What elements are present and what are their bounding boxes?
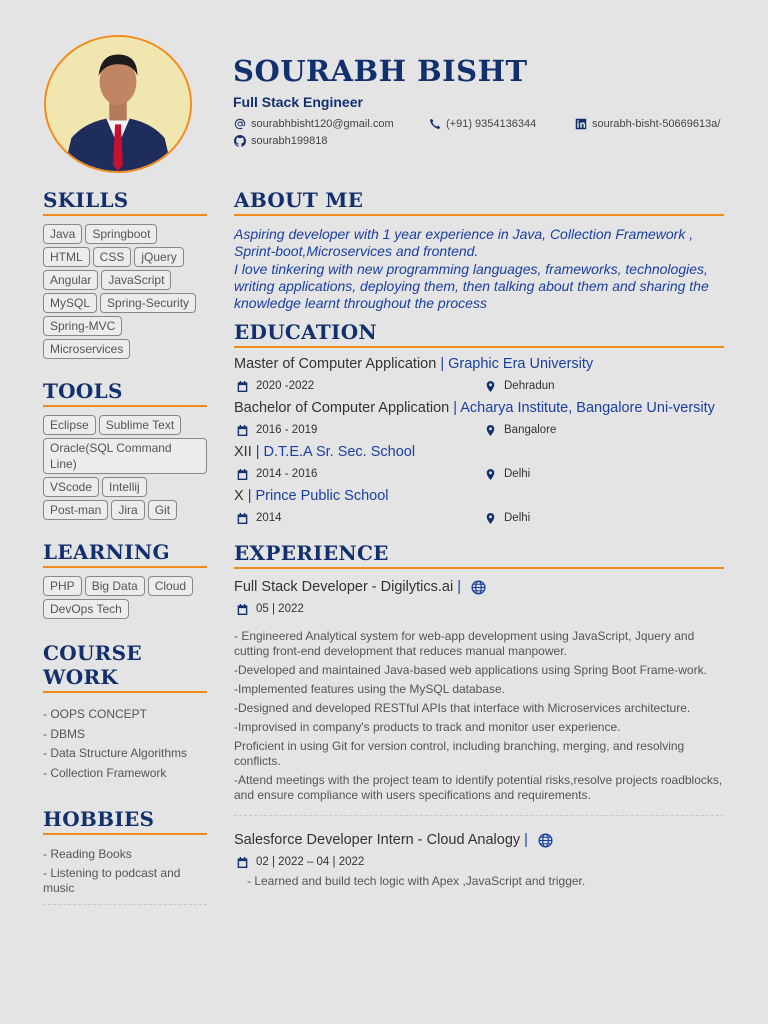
job-title: Salesforce Developer Intern - Cloud Analogy [234,832,521,849]
calendar-icon [237,857,248,868]
skill-chip: Sublime Text [99,415,181,435]
profile-photo [44,35,192,173]
list-item: - DBMS [43,726,85,741]
skill-chip: Intellij [102,477,147,497]
skill-chip: Jira [111,500,144,520]
experience-bullet: Proficient in using Git for version control, including branching, merging, and resolving conflicts. [234,739,685,769]
job-title-line [234,579,724,595]
location-pin-icon [485,425,496,436]
experience-bullet: -Designed and developed RESTful APIs that interface with Microservices architecture. [234,701,691,716]
education-title-line [234,488,724,505]
education-title-line [234,356,724,373]
education-title-line [234,400,724,417]
education-meta [234,380,724,392]
left-column [43,188,207,905]
hobbies-section [43,807,207,905]
skill-chip: MySQL [43,293,97,313]
school: | Graphic Era University [440,356,594,373]
education-dates: 2016 - 2019 [256,424,318,437]
education-title: EDUCATION [234,320,724,348]
skill-chip: Spring-Security [100,293,196,313]
education-section [234,320,724,524]
skill-chip: Springboot [85,224,157,244]
divider [234,815,724,816]
calendar-icon [237,381,248,392]
skill-chip: CSS [93,247,132,267]
job-role: Full Stack Engineer [233,94,363,110]
experience-section [234,541,724,889]
right-column [234,188,724,893]
skill-chip: JavaScript [101,270,171,290]
learning-section [43,540,207,619]
job-bullets [234,629,724,803]
skill-chip: Java [43,224,82,244]
list-item: - Reading Books [43,847,132,861]
education-meta [234,424,724,436]
school: | Acharya Institute, Bangalore Uni-versity [453,400,715,417]
learning-chips [43,576,207,619]
degree: Bachelor of Computer Application [234,400,450,417]
education-dates: 2020 -2022 [256,380,315,393]
skill-chip: Big Data [85,576,145,596]
github-icon [234,135,246,147]
job-date-row [234,856,724,868]
job-title-separator: | [524,832,528,849]
linkedin-text: sourabh-bisht-50669613a/ [592,118,721,130]
experience-bullet: -Improvised in company's products to track and monitor user experience. [234,720,621,735]
education-location: Delhi [504,512,531,525]
education-location: Delhi [504,468,531,481]
experience-list [234,579,724,889]
skill-chip: DevOps Tech [43,599,129,619]
coursework-title: COURSE WORK [43,641,207,693]
globe-icon[interactable] [538,833,553,848]
linkedin-icon [575,118,587,130]
school: | Prince Public School [247,488,389,505]
skills-section [43,188,207,359]
experience-bullet: -Attend meetings with the project team to identify potential risks,resolve projects roadblocks, and ensure compliance with users specifications and requirements. [234,773,723,803]
skills-title: SKILLS [43,188,207,216]
about-text [234,226,724,312]
skill-chip: Eclipse [43,415,96,435]
school: | D.T.E.A Sr. Sec. School [255,444,416,461]
job-date: 05 | 2022 [256,603,304,616]
person-portrait-icon [46,37,190,171]
skill-chip: jQuery [134,247,183,267]
phone-text: (+91) 9354136344 [446,118,537,130]
learning-title: LEARNING [43,540,207,568]
education-meta [234,512,724,524]
skill-chip: Spring-MVC [43,316,122,336]
degree: Master of Computer Application [234,356,437,373]
list-item: - Collection Framework [43,765,167,780]
tools-section [43,379,207,520]
degree: XII [234,444,252,461]
job-date: 02 | 2022 – 04 | 2022 [256,856,365,869]
experience-bullet: - Learned and build tech logic with Apex ,JavaScript and trigger. [247,874,586,889]
skill-chip: Cloud [148,576,193,596]
linkedin-contact[interactable] [575,118,720,130]
tools-title: TOOLS [43,379,207,407]
hobbies-list [43,847,207,896]
education-meta [234,468,724,480]
coursework-section [43,641,207,783]
calendar-icon [237,469,248,480]
about-title: ABOUT ME [234,188,724,216]
skill-chip: Oracle(SQL Command Line) [43,438,207,474]
location-pin-icon [485,513,496,524]
about-paragraph-2: I love tinkering with new programming languages, frameworks, technologies, writing applications, deploying them, then talking about them and sharing the knowledge learnt throughout the process [234,260,709,312]
calendar-icon [237,513,248,524]
skill-chip: Post-man [43,500,108,520]
experience-title: EXPERIENCE [234,541,724,569]
at-icon [234,118,246,130]
coursework-list [43,705,207,783]
experience-bullet: -Implemented features using the MySQL database. [234,682,506,697]
email-text: sourabhbisht120@gmail.com [251,118,394,130]
experience-bullet: -Developed and maintained Java-based web applications using Spring Boot Frame-work. [234,663,707,678]
education-dates: 2014 - 2016 [256,468,318,481]
experience-item [234,579,724,816]
list-item: - Listening to podcast and music [43,866,181,895]
job-title-separator: | [457,579,461,596]
about-section [234,188,724,312]
github-text: sourabh199818 [251,135,328,147]
skill-chip: HTML [43,247,90,267]
skill-chip: Git [148,500,177,520]
location-pin-icon [485,469,496,480]
location-pin-icon [485,381,496,392]
github-contact[interactable] [234,135,327,147]
skill-chip: PHP [43,576,82,596]
calendar-icon [237,425,248,436]
education-item [234,400,724,436]
skills-chips [43,224,207,359]
job-bullets [234,874,724,889]
skill-chip: Angular [43,270,98,290]
education-dates: 2014 [256,512,282,525]
skill-chip: VScode [43,477,99,497]
job-title: Full Stack Developer - Digilytics.ai [234,579,454,596]
job-date-row [234,603,724,615]
phone-icon [429,118,441,130]
job-title-line [234,832,724,848]
education-location: Dehradun [504,380,555,393]
tools-chips [43,415,207,520]
list-item: - OOPS CONCEPT [43,707,148,721]
experience-item [234,832,724,889]
calendar-icon [237,604,248,615]
candidate-name: SOURABH BISHT [233,54,528,88]
experience-bullet: - Engineered Analytical system for web-app development using JavaScript, Jquery and cutting front-end development that reduces manual manpower. [234,629,695,659]
about-paragraph-1: Aspiring developer with 1 year experience in Java, Collection Framework , Sprint-boot,Microservices and frontend. [234,226,694,260]
skill-chip: Microservices [43,339,130,359]
phone-contact[interactable] [429,118,536,130]
education-list [234,356,724,524]
hobbies-title: HOBBIES [43,807,207,835]
education-item [234,356,724,392]
list-item: - Data Structure Algorithms [43,746,188,760]
education-item [234,488,724,524]
globe-icon[interactable] [471,580,486,595]
email-contact[interactable] [234,118,394,130]
education-item [234,444,724,480]
education-location: Bangalore [504,424,557,437]
degree: X [234,488,244,505]
divider [43,904,207,905]
education-title-line [234,444,724,461]
